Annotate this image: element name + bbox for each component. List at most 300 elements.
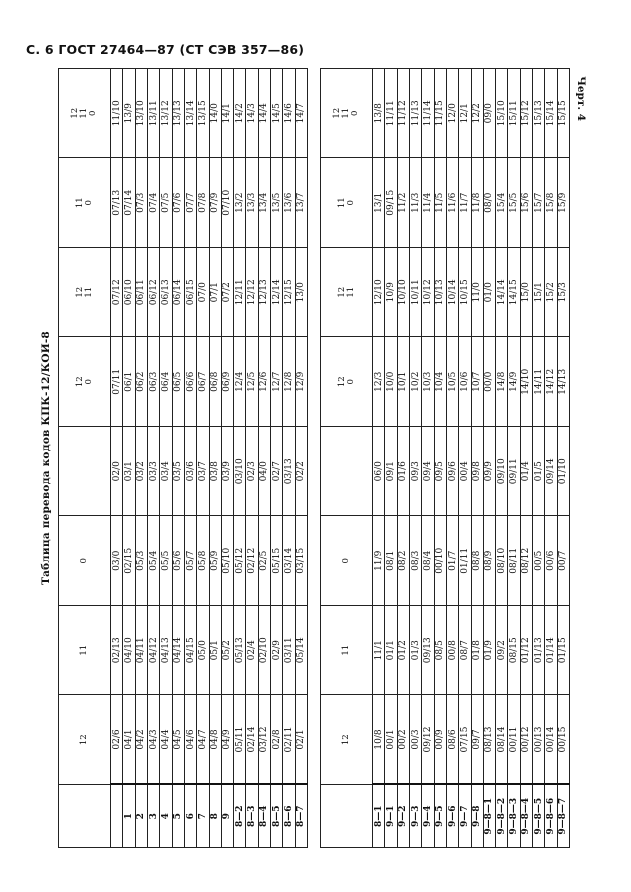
code-cell: 06/8 (209, 337, 221, 427)
code-cell: 07/2 (221, 248, 233, 338)
row-label: 9—8—3 (508, 785, 520, 848)
table-row (246, 69, 258, 848)
code-cell: 15/4 (496, 158, 508, 248)
code-cell: 11/5 (434, 158, 446, 248)
code-cell: 07/15 (459, 695, 471, 785)
code-cell: 11/12 (397, 69, 409, 159)
code-cell: 15/8 (545, 158, 557, 248)
row-label: 9—8—5 (533, 785, 545, 848)
code-cell: 15/9 (557, 158, 569, 248)
table-row (184, 69, 196, 848)
code-cell: 07/12 (111, 248, 123, 338)
row-label: 8—5 (271, 785, 283, 848)
code-cell: 09/9 (483, 427, 495, 517)
code-cell: 03/11 (283, 606, 295, 696)
code-cell: 06/4 (160, 337, 172, 427)
code-cell: 01/14 (545, 606, 557, 696)
code-cell: 03/5 (172, 427, 184, 517)
row-label: 8 (209, 785, 221, 848)
code-cell: 01/10 (557, 427, 569, 517)
code-cell: 00/12 (520, 695, 532, 785)
code-cell: 06/14 (172, 248, 184, 338)
table-row (271, 69, 283, 848)
code-cell: 08/9 (483, 516, 495, 606)
code-cell: 04/3 (147, 695, 159, 785)
code-cell: 01/5 (533, 427, 545, 517)
code-cell: 11/11 (385, 69, 397, 159)
column-header: 12 11 0 (321, 69, 373, 159)
code-cell: 12/11 (234, 248, 246, 338)
code-cell: 00/11 (508, 695, 520, 785)
code-cell: 07/0 (197, 248, 209, 338)
code-cell: 04/6 (184, 695, 196, 785)
column-header: 11 (321, 606, 373, 696)
code-cell: 13/7 (295, 158, 307, 248)
table-row (197, 69, 209, 848)
code-cell: 08/15 (508, 606, 520, 696)
code-cell: 03/4 (160, 427, 172, 517)
code-cell: 06/2 (135, 337, 147, 427)
code-cell: 04/1 (123, 695, 135, 785)
code-cell: 12/4 (234, 337, 246, 427)
code-cell: 05/5 (160, 516, 172, 606)
code-cell: 14/0 (209, 69, 221, 159)
code-cell: 12/2 (471, 69, 483, 159)
code-cell: 12/6 (258, 337, 270, 427)
code-cell: 13/11 (147, 69, 159, 159)
row-label: 1 (123, 785, 135, 848)
code-cell: 02/5 (258, 516, 270, 606)
code-cell: 14/4 (258, 69, 270, 159)
code-cell: 01/1 (385, 606, 397, 696)
page-header: С. 6 ГОСТ 27464—87 (СТ СЭВ 357—86) (26, 42, 305, 57)
code-cell: 13/12 (160, 69, 172, 159)
code-cell: 07/11 (111, 337, 123, 427)
row-label: 9—8—4 (520, 785, 532, 848)
code-cell: 15/11 (508, 69, 520, 159)
code-cell: 06/13 (160, 248, 172, 338)
code-cell: 10/12 (422, 248, 434, 338)
code-cell: 07/7 (184, 158, 196, 248)
table-row (373, 69, 385, 848)
code-cell: 09/3 (409, 427, 421, 517)
code-cell: 06/11 (135, 248, 147, 338)
code-cell: 12/12 (246, 248, 258, 338)
column-header (59, 427, 111, 517)
column-header: 11 (59, 606, 111, 696)
column-header (321, 427, 373, 517)
row-label: 8—4 (258, 785, 270, 848)
code-cell: 08/5 (434, 606, 446, 696)
code-cell: 05/9 (209, 516, 221, 606)
code-cell: 02/6 (111, 695, 123, 785)
code-cell: 08/12 (520, 516, 532, 606)
code-cell: 01/15 (557, 606, 569, 696)
code-cell: 09/10 (496, 427, 508, 517)
code-cell: 06/1 (123, 337, 135, 427)
code-cell: 04/5 (172, 695, 184, 785)
code-cell: 10/15 (459, 248, 471, 338)
row-label: 8—6 (283, 785, 295, 848)
row-label: 9—6 (446, 785, 458, 848)
code-cell: 02/15 (123, 516, 135, 606)
code-cell: 11/8 (471, 158, 483, 248)
row-label: 4 (160, 785, 172, 848)
code-cell: 06/9 (221, 337, 233, 427)
code-cell: 03/14 (283, 516, 295, 606)
row-label: 9—8—7 (557, 785, 569, 848)
code-cell: 14/8 (496, 337, 508, 427)
table-row (234, 69, 246, 848)
header-corner-cell (59, 785, 111, 848)
code-cell: 03/2 (135, 427, 147, 517)
code-cell: 15/1 (533, 248, 545, 338)
table-row (397, 69, 409, 848)
row-label: 9—8—2 (496, 785, 508, 848)
row-label: 2 (135, 785, 147, 848)
code-cell: 04/15 (184, 606, 196, 696)
code-cell: 02/7 (271, 427, 283, 517)
code-cell: 09/11 (508, 427, 520, 517)
code-cell: 03/15 (295, 516, 307, 606)
code-cell: 12/1 (459, 69, 471, 159)
table-row (533, 69, 545, 848)
code-cell: 00/5 (533, 516, 545, 606)
row-label: 9—8—6 (545, 785, 557, 848)
table-row (496, 69, 508, 848)
code-cell: 02/2 (295, 427, 307, 517)
code-cell: 12/3 (373, 337, 385, 427)
code-cell: 03/10 (234, 427, 246, 517)
code-cell: 07/3 (135, 158, 147, 248)
table-row (483, 69, 495, 848)
code-cell: 06/6 (184, 337, 196, 427)
code-cell: 00/4 (459, 427, 471, 517)
code-cell: 01/11 (459, 516, 471, 606)
conversion-table-part-1 (58, 68, 308, 848)
code-cell: 09/6 (446, 427, 458, 517)
code-cell: 05/7 (184, 516, 196, 606)
code-cell: 08/0 (483, 158, 495, 248)
code-cell: 02/13 (111, 606, 123, 696)
code-cell: 10/14 (446, 248, 458, 338)
code-cell: 10/5 (446, 337, 458, 427)
code-cell: 00/1 (385, 695, 397, 785)
code-cell: 11/4 (422, 158, 434, 248)
code-cell: 07/13 (111, 158, 123, 248)
table-row (446, 69, 458, 848)
code-cell: 13/8 (373, 69, 385, 159)
code-cell: 08/14 (496, 695, 508, 785)
code-cell: 14/5 (271, 69, 283, 159)
code-cell: 02/8 (271, 695, 283, 785)
code-cell: 08/11 (508, 516, 520, 606)
table-row (422, 69, 434, 848)
code-cell: 04/12 (147, 606, 159, 696)
code-cell: 14/14 (496, 248, 508, 338)
code-cell: 14/2 (234, 69, 246, 159)
row-label: 8—3 (246, 785, 258, 848)
code-cell: 13/15 (197, 69, 209, 159)
code-cell: 05/11 (234, 695, 246, 785)
table-row (135, 69, 147, 848)
figure-label: Черт. 4 (575, 76, 587, 121)
table-row (172, 69, 184, 848)
code-cell: 00/2 (397, 695, 409, 785)
code-cell: 02/10 (258, 606, 270, 696)
code-cell: 09/4 (422, 427, 434, 517)
code-cell: 02/4 (246, 606, 258, 696)
code-cell: 13/2 (234, 158, 246, 248)
code-cell: 07/1 (209, 248, 221, 338)
code-cell: 15/5 (508, 158, 520, 248)
header-corner-cell (321, 785, 373, 848)
code-cell: 11/10 (111, 69, 123, 159)
code-cell: 13/6 (283, 158, 295, 248)
code-cell: 07/8 (197, 158, 209, 248)
code-cell: 09/8 (471, 427, 483, 517)
column-header: 12 11 0 (59, 69, 111, 159)
code-cell: 10/9 (385, 248, 397, 338)
code-cell: 05/6 (172, 516, 184, 606)
column-header: 0 (321, 516, 373, 606)
code-cell: 10/4 (434, 337, 446, 427)
code-cell: 02/1 (295, 695, 307, 785)
code-cell: 01/8 (471, 606, 483, 696)
code-cell: 14/9 (508, 337, 520, 427)
code-cell: 05/4 (147, 516, 159, 606)
code-cell: 15/12 (520, 69, 532, 159)
code-cell: 06/12 (147, 248, 159, 338)
code-cell: 01/9 (483, 606, 495, 696)
code-cell: 09/7 (471, 695, 483, 785)
code-cell: 03/13 (283, 427, 295, 517)
code-cell: 07/9 (209, 158, 221, 248)
code-cell: 04/13 (160, 606, 172, 696)
code-cell: 12/0 (446, 69, 458, 159)
code-cell: 05/2 (221, 606, 233, 696)
code-cell: 15/10 (496, 69, 508, 159)
code-cell: 02/0 (111, 427, 123, 517)
code-cell: 04/11 (135, 606, 147, 696)
code-cell: 14/15 (508, 248, 520, 338)
code-cell: 09/5 (434, 427, 446, 517)
code-cell: 01/6 (397, 427, 409, 517)
code-cell: 09/2 (496, 606, 508, 696)
code-cell: 03/0 (111, 516, 123, 606)
column-header: 12 (321, 695, 373, 785)
row-label: 7 (197, 785, 209, 848)
code-cell: 11/13 (409, 69, 421, 159)
code-cell: 06/5 (172, 337, 184, 427)
code-cell: 11/3 (409, 158, 421, 248)
row-label: 9—1 (385, 785, 397, 848)
code-cell: 10/7 (471, 337, 483, 427)
code-cell: 00/10 (434, 516, 446, 606)
code-cell: 08/6 (446, 695, 458, 785)
code-cell: 12/9 (295, 337, 307, 427)
table-row (545, 69, 557, 848)
code-cell: 11/9 (373, 516, 385, 606)
code-cell: 03/8 (209, 427, 221, 517)
code-cell: 04/2 (135, 695, 147, 785)
code-cell: 05/13 (234, 606, 246, 696)
column-header: 12 11 (59, 248, 111, 338)
row-label: 3 (147, 785, 159, 848)
row-label: 9—2 (397, 785, 409, 848)
code-cell: 00/0 (483, 337, 495, 427)
code-cell: 15/0 (520, 248, 532, 338)
code-cell: 10/6 (459, 337, 471, 427)
code-cell: 08/10 (496, 516, 508, 606)
code-cell: 14/1 (221, 69, 233, 159)
code-cell: 10/8 (373, 695, 385, 785)
code-cell: 09/0 (483, 69, 495, 159)
row-label: 8—2 (234, 785, 246, 848)
code-cell: 14/10 (520, 337, 532, 427)
code-cell: 07/10 (221, 158, 233, 248)
table-row (385, 69, 397, 848)
code-cell: 13/5 (271, 158, 283, 248)
row-label: 9—8—1 (483, 785, 495, 848)
code-cell: 08/2 (397, 516, 409, 606)
code-cell: 06/3 (147, 337, 159, 427)
code-cell: 01/13 (533, 606, 545, 696)
code-cell: 14/11 (533, 337, 545, 427)
code-cell: 00/14 (545, 695, 557, 785)
code-cell: 12/7 (271, 337, 283, 427)
code-cell: 06/10 (123, 248, 135, 338)
row-label: 8—7 (295, 785, 307, 848)
row-label: 6 (184, 785, 196, 848)
code-cell: 07/6 (172, 158, 184, 248)
table-row (283, 69, 295, 848)
code-cell: 00/8 (446, 606, 458, 696)
code-cell: 03/9 (221, 427, 233, 517)
code-cell: 13/10 (135, 69, 147, 159)
conversion-table-part-2 (320, 68, 570, 848)
table-title: Таблица перевода кодов КПК-12/КОИ-8 (40, 331, 52, 585)
code-cell: 13/4 (258, 158, 270, 248)
code-cell: 00/7 (557, 516, 569, 606)
table-header-row (59, 69, 111, 848)
code-cell: 00/3 (409, 695, 421, 785)
code-cell: 05/3 (135, 516, 147, 606)
code-cell: 09/14 (545, 427, 557, 517)
code-cell: 04/14 (172, 606, 184, 696)
column-header: 12 (59, 695, 111, 785)
table-row (459, 69, 471, 848)
code-cell: 02/11 (283, 695, 295, 785)
row-label: 9—7 (459, 785, 471, 848)
code-cell: 11/0 (471, 248, 483, 338)
code-cell: 14/13 (557, 337, 569, 427)
code-cell: 10/10 (397, 248, 409, 338)
code-cell: 13/1 (373, 158, 385, 248)
code-cell: 02/12 (246, 516, 258, 606)
code-cell: 12/10 (373, 248, 385, 338)
code-cell: 15/13 (533, 69, 545, 159)
code-cell: 03/7 (197, 427, 209, 517)
column-header: 11 0 (59, 158, 111, 248)
code-cell: 04/9 (221, 695, 233, 785)
row-label: 9—5 (434, 785, 446, 848)
code-cell: 10/0 (385, 337, 397, 427)
table-row (111, 69, 123, 848)
code-cell: 15/3 (557, 248, 569, 338)
row-label: 9—8 (471, 785, 483, 848)
row-label: 9 (221, 785, 233, 848)
code-cell: 15/14 (545, 69, 557, 159)
code-cell: 10/13 (434, 248, 446, 338)
code-cell: 10/2 (409, 337, 421, 427)
code-cell: 04/7 (197, 695, 209, 785)
code-cell: 06/7 (197, 337, 209, 427)
table-row (409, 69, 421, 848)
column-header: 11 0 (321, 158, 373, 248)
code-cell: 03/3 (147, 427, 159, 517)
code-cell: 11/14 (422, 69, 434, 159)
code-cell: 11/1 (373, 606, 385, 696)
code-cell: 12/8 (283, 337, 295, 427)
code-cell: 12/14 (271, 248, 283, 338)
column-header: 12 0 (59, 337, 111, 427)
code-cell: 09/1 (385, 427, 397, 517)
code-cell: 11/7 (459, 158, 471, 248)
row-label: 9—4 (422, 785, 434, 848)
code-cell: 00/13 (533, 695, 545, 785)
code-cell: 08/4 (422, 516, 434, 606)
code-cell: 09/15 (385, 158, 397, 248)
table-row (520, 69, 532, 848)
code-cell: 10/11 (409, 248, 421, 338)
code-cell: 12/5 (246, 337, 258, 427)
code-cell: 11/6 (446, 158, 458, 248)
code-cell: 05/8 (197, 516, 209, 606)
row-label (111, 785, 123, 848)
code-cell: 08/1 (385, 516, 397, 606)
code-cell: 08/7 (459, 606, 471, 696)
code-cell: 03/12 (258, 695, 270, 785)
code-cell: 04/10 (123, 606, 135, 696)
code-cell: 05/10 (221, 516, 233, 606)
column-header: 12 0 (321, 337, 373, 427)
code-cell: 09/12 (422, 695, 434, 785)
code-cell: 14/7 (295, 69, 307, 159)
row-label: 5 (172, 785, 184, 848)
code-cell: 15/2 (545, 248, 557, 338)
code-cell: 07/4 (147, 158, 159, 248)
table-row (160, 69, 172, 848)
code-cell: 02/3 (246, 427, 258, 517)
code-cell: 04/0 (258, 427, 270, 517)
code-cell: 15/7 (533, 158, 545, 248)
code-cell: 07/5 (160, 158, 172, 248)
code-cell: 05/1 (209, 606, 221, 696)
row-label: 8—1 (373, 785, 385, 848)
code-cell: 01/4 (520, 427, 532, 517)
table-row (221, 69, 233, 848)
rotated-table-sheet (40, 68, 610, 848)
table-row (557, 69, 569, 848)
column-header: 0 (59, 516, 111, 606)
code-cell: 11/2 (397, 158, 409, 248)
table-row (295, 69, 307, 848)
code-cell: 05/0 (197, 606, 209, 696)
code-cell: 01/0 (483, 248, 495, 338)
code-cell: 05/14 (295, 606, 307, 696)
code-cell: 14/6 (283, 69, 295, 159)
